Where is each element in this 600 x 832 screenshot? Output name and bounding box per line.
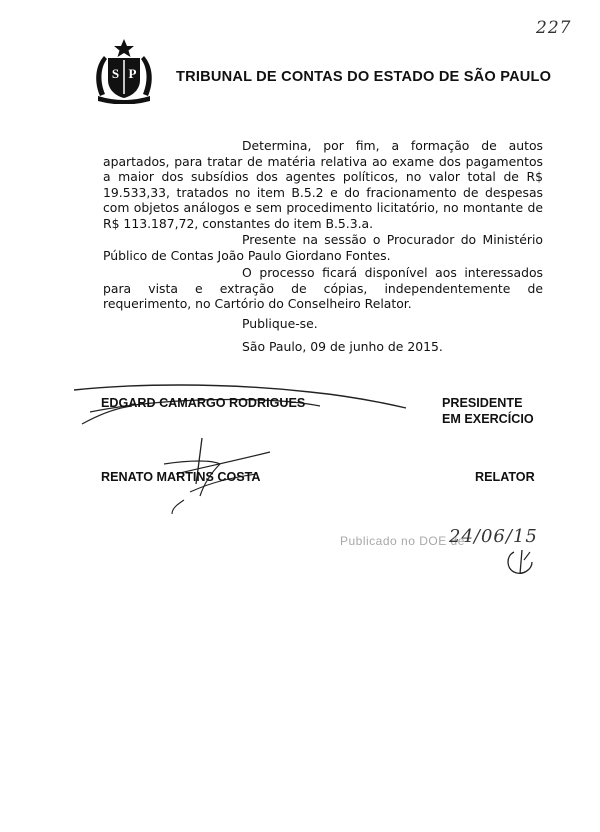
- signer-name-relator: RENATO MARTINS COSTA: [101, 470, 261, 484]
- signer-role-president: PRESIDENTE: [442, 396, 523, 410]
- court-title: TRIBUNAL DE CONTAS DO ESTADO DE SÃO PAULO: [176, 69, 552, 85]
- publication-stamp: Publicado no DOE de: [340, 534, 465, 548]
- paragraph-determination: Determina, por fim, a formação de autos apartados, para tratar de matéria relativa ao exame dos pagamentos a maior dos subsídios dos agentes políticos, no valor total de R$ 19.533,33, tratados no item B.5.2 e do fracionamento de despesas com objetos análogos e sem procedimento licitatório, no montante de R$ 113.187,72, constantes do item B.5.3.a.: [103, 138, 543, 231]
- handwritten-publication-date: 24/06/15: [449, 526, 538, 547]
- publique-se: Publique-se.: [242, 316, 318, 331]
- signer-role-relator: RELATOR: [475, 470, 535, 484]
- paragraph-prosecutor: Presente na sessão o Procurador do Ministério Público de Contas João Paulo Giordano Fontes.: [103, 232, 543, 263]
- place-and-date: São Paulo, 09 de junho de 2015.: [242, 339, 443, 354]
- signer-role-in-exercise: EM EXERCÍCIO: [442, 412, 534, 426]
- signer-name-president: EDGARD CAMARGO RODRIGUES: [101, 396, 306, 410]
- handwritten-page-number: 227: [536, 18, 572, 38]
- sao-paulo-coat-of-arms-icon: [92, 38, 156, 104]
- svg-text:P: P: [128, 66, 137, 81]
- initials-mark-icon: [504, 548, 536, 576]
- paragraph-availability: O processo ficará disponível aos interessados para vista e extração de cópias, independentemente de requerimento, no Cartório do Conselheiro Relator.: [103, 265, 543, 311]
- svg-text:S: S: [111, 66, 120, 81]
